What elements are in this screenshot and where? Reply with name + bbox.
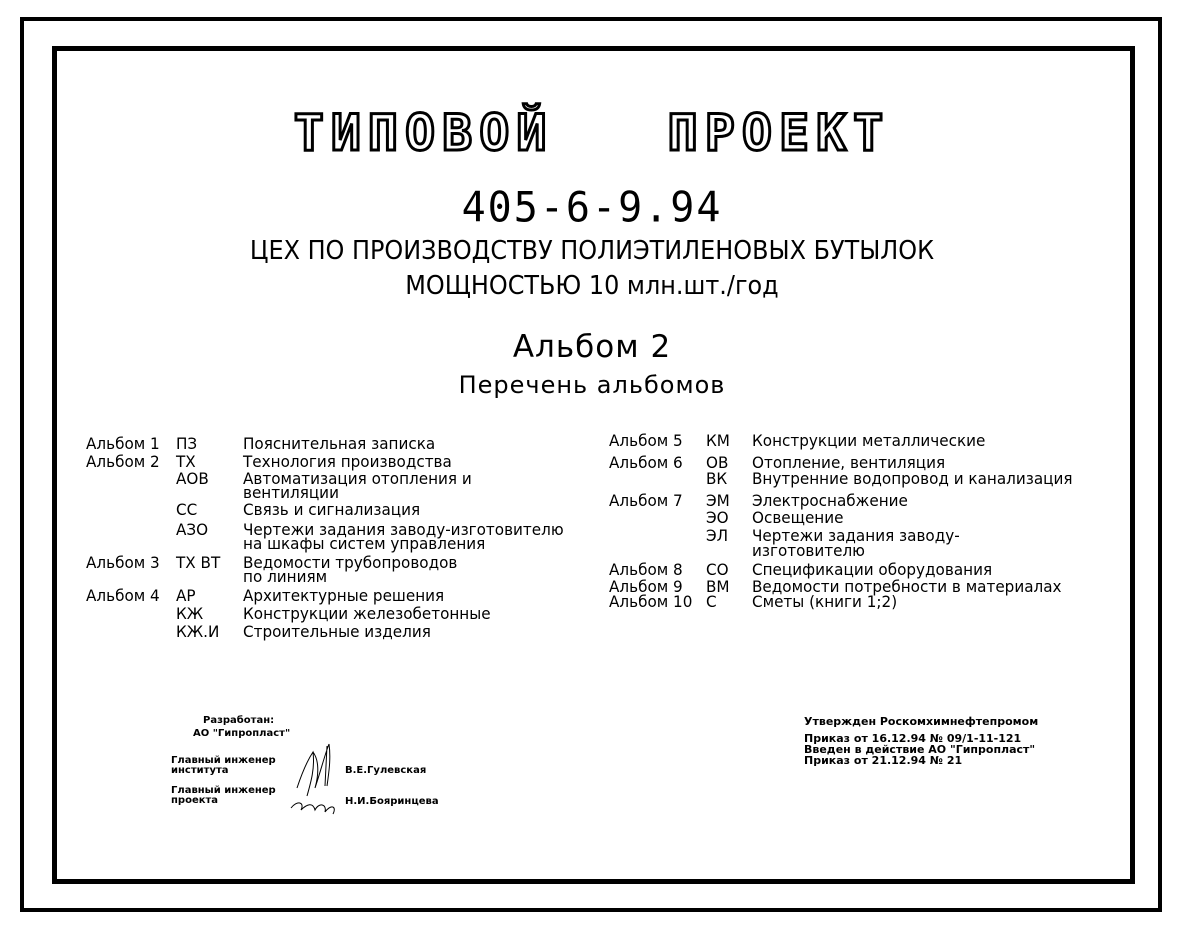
project-name-line1: ЦЕХ ПО ПРОИЗВОДСТВУ ПОЛИЭТИЛЕНОВЫХ БУТЫЛОК	[249, 236, 935, 266]
list-item-code: АОВ	[176, 469, 209, 488]
list-item-desc: вентиляции	[243, 483, 339, 502]
list-item-desc: Автоматизация отопления и	[243, 469, 472, 488]
chief-project-title: Главный инженер	[171, 785, 276, 796]
signature-icon	[285, 740, 347, 820]
list-item-code: ВМ	[706, 577, 730, 596]
list-item-code: ОВ	[706, 453, 729, 472]
list-item-code: ВК	[706, 469, 728, 488]
list-item: Альбом 6	[609, 453, 683, 472]
list-item-desc: Сметы (книги 1;2)	[752, 592, 898, 611]
list-item: Альбом 9	[609, 577, 683, 596]
list-item: Альбом 3	[86, 553, 160, 572]
list-item-desc: Чертежи задания заводу-изготовителю	[243, 520, 564, 539]
list-item-code: АЗО	[176, 520, 209, 539]
list-item-code: СС	[176, 500, 198, 519]
list-item-desc: Пояснительная записка	[243, 434, 436, 453]
list-item-code: АР	[176, 586, 196, 605]
title-word-1: ТИПОВОЙ	[293, 104, 554, 162]
list-item-code: ЭО	[706, 508, 729, 527]
chief-project-name: Н.И.Бояринцева	[345, 796, 439, 807]
list-item-code: ЭМ	[706, 491, 730, 510]
list-item-desc: по линиям	[243, 567, 328, 586]
list-item-desc: Ведомости трубопроводов	[243, 553, 458, 572]
title-word-2: ПРОЕКТ	[667, 104, 891, 162]
project-name-line2: МОЩНОСТЬЮ 10 млн.шт./год	[405, 271, 779, 301]
list-item-code: ТХ ВТ	[176, 553, 221, 572]
approval-line: Приказ от 16.12.94 № 09/1-11-121	[804, 732, 1022, 745]
album-list-heading: Перечень альбомов	[458, 371, 726, 399]
list-item-desc: Электроснабжение	[752, 491, 908, 510]
approval-line: Приказ от 21.12.94 № 21	[804, 754, 963, 767]
list-item: Альбом 4	[86, 586, 160, 605]
chief-institute-title-2: института	[171, 765, 229, 776]
list-item-desc: Чертежи задания заводу-	[752, 526, 960, 545]
chief-institute-title: Главный инженер	[171, 755, 276, 766]
list-item-desc: Конструкции железобетонные	[243, 604, 491, 623]
list-item: Альбом 10	[609, 592, 693, 611]
chief-institute-name: В.Е.Гулевская	[345, 765, 427, 776]
list-item: Альбом 8	[609, 560, 683, 579]
project-code: 405-6-9.94	[461, 183, 723, 233]
page-title	[0, 103, 1184, 163]
chief-project-title-2: проекта	[171, 795, 219, 806]
list-item-desc: Освещение	[752, 508, 844, 527]
list-item-code: КЖ.И	[176, 622, 220, 641]
list-item-code: КМ	[706, 431, 730, 450]
list-item-code: ЭЛ	[706, 526, 729, 545]
list-item-desc: Ведомости потребности в материалах	[752, 577, 1062, 596]
list-item-desc: Спецификации оборудования	[752, 560, 993, 579]
developed-org: АО "Гипропласт"	[193, 728, 291, 739]
list-item-code: ТХ	[176, 452, 196, 471]
approval-line: Утвержден Роскомхимнефтепромом	[804, 715, 1039, 728]
list-item-desc: Внутренние водопровод и канализация	[752, 469, 1073, 488]
list-item: Альбом 1	[86, 434, 160, 453]
developed-label: Разработан:	[203, 715, 275, 726]
list-item-desc: Технология производства	[243, 452, 452, 471]
album-heading: Альбом 2	[512, 329, 672, 365]
list-item: Альбом 2	[86, 452, 160, 471]
list-item-desc: изготовителю	[752, 541, 865, 560]
approval-line: Введен в действие АО "Гипропласт"	[804, 743, 1036, 756]
list-item-code: ПЗ	[176, 434, 198, 453]
list-item-desc: Связь и сигнализация	[243, 500, 421, 519]
list-item-code: КЖ	[176, 604, 204, 623]
list-item: Альбом 5	[609, 431, 683, 450]
list-item-desc: Конструкции металлические	[752, 431, 986, 450]
list-item-desc: Отопление, вентиляция	[752, 453, 946, 472]
list-item-desc: Строительные изделия	[243, 622, 431, 641]
list-item-code: СО	[706, 560, 729, 579]
list-item-desc: на шкафы систем управления	[243, 534, 486, 553]
list-item-code: С	[706, 592, 717, 611]
list-item-desc: Архитектурные решения	[243, 586, 445, 605]
list-item: Альбом 7	[609, 491, 683, 510]
